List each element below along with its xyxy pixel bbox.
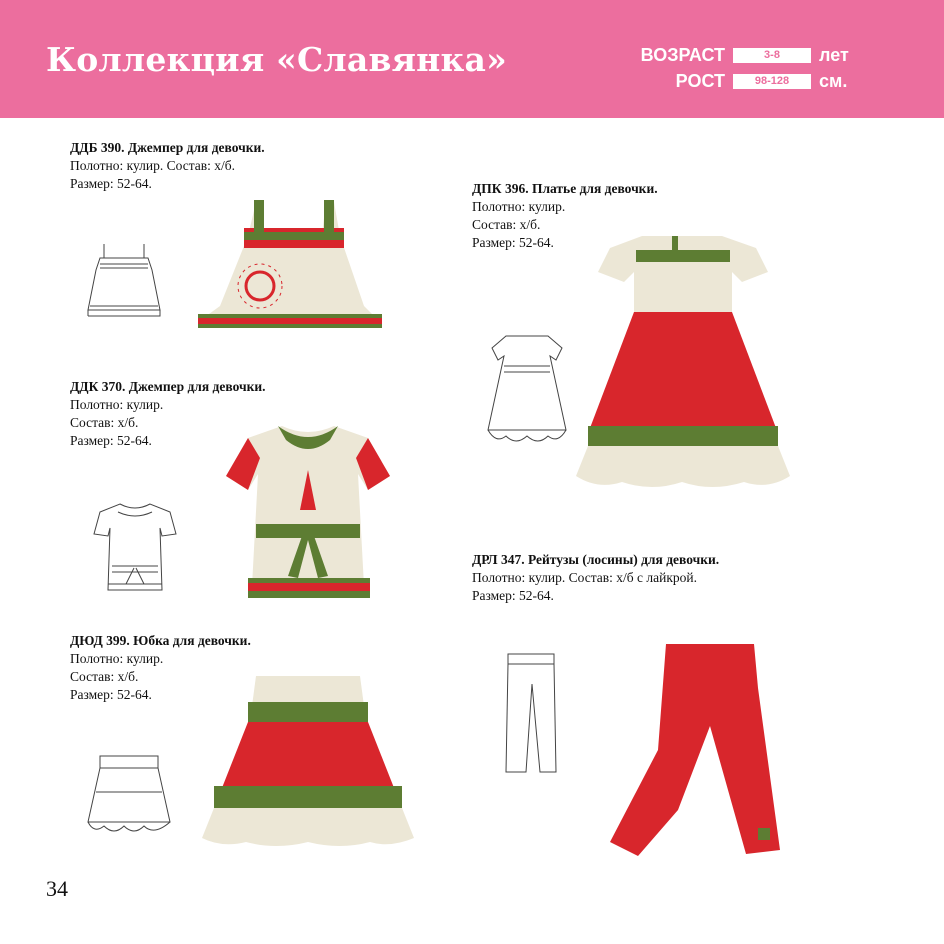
product-ddb390-description: [70, 139, 265, 193]
page-number: 34: [46, 876, 68, 901]
product-size: Размер: 52-64.: [70, 176, 152, 191]
dpk396-sketch: [482, 332, 572, 448]
ddb390-photo: [194, 196, 390, 342]
product-title: ДЮД 399. Юбка для девочки.: [70, 633, 251, 648]
product-composition: Состав: х/б.: [70, 415, 139, 430]
height-label: РОСТ: [675, 71, 725, 91]
height-unit: см.: [819, 71, 848, 91]
product-fabric: Полотно: кулир.: [70, 397, 164, 412]
header-banner: [0, 0, 944, 118]
product-fabric: Полотно: кулир. Состав: х/б с лайкрой.: [472, 570, 697, 585]
age-label: ВОЗРАСТ: [640, 45, 725, 65]
height-row: [605, 71, 847, 92]
dyud399-sketch: [84, 752, 174, 842]
product-title: ДДБ 390. Джемпер для девочки.: [70, 140, 265, 155]
product-composition: Состав: х/б.: [472, 217, 541, 232]
product-composition: Состав: х/б.: [70, 669, 139, 684]
product-title: ДПК 396. Платье для девочки.: [472, 181, 658, 196]
height-value: 98-128: [733, 74, 811, 89]
product-size: Размер: 52-64.: [70, 433, 152, 448]
ddb390-sketch: [86, 240, 162, 322]
product-size: Размер: 52-64.: [472, 588, 554, 603]
ddk370-photo: [218, 418, 398, 614]
drl347-photo: [600, 640, 790, 862]
product-fabric: Полотно: кулир.: [472, 199, 566, 214]
ddk370-sketch: [90, 498, 180, 598]
product-size: Размер: 52-64.: [70, 687, 152, 702]
age-value: 3-8: [733, 48, 811, 63]
age-row: [605, 45, 849, 66]
product-size: Размер: 52-64.: [472, 235, 554, 250]
product-fabric: Полотно: кулир.: [70, 651, 164, 666]
product-title: ДРЛ 347. Рейтузы (лосины) для девочки.: [472, 552, 720, 567]
page-title: Коллекция «Славянка»: [46, 40, 507, 79]
drl347-sketch: [500, 650, 562, 778]
dpk396-photo: [572, 232, 794, 496]
dyud399-photo: [200, 672, 416, 856]
product-title: ДДК 370. Джемпер для девочки.: [70, 379, 266, 394]
product-drl347-description: [472, 551, 719, 605]
age-unit: лет: [819, 45, 849, 65]
product-fabric: Полотно: кулир. Состав: х/б.: [70, 158, 235, 173]
